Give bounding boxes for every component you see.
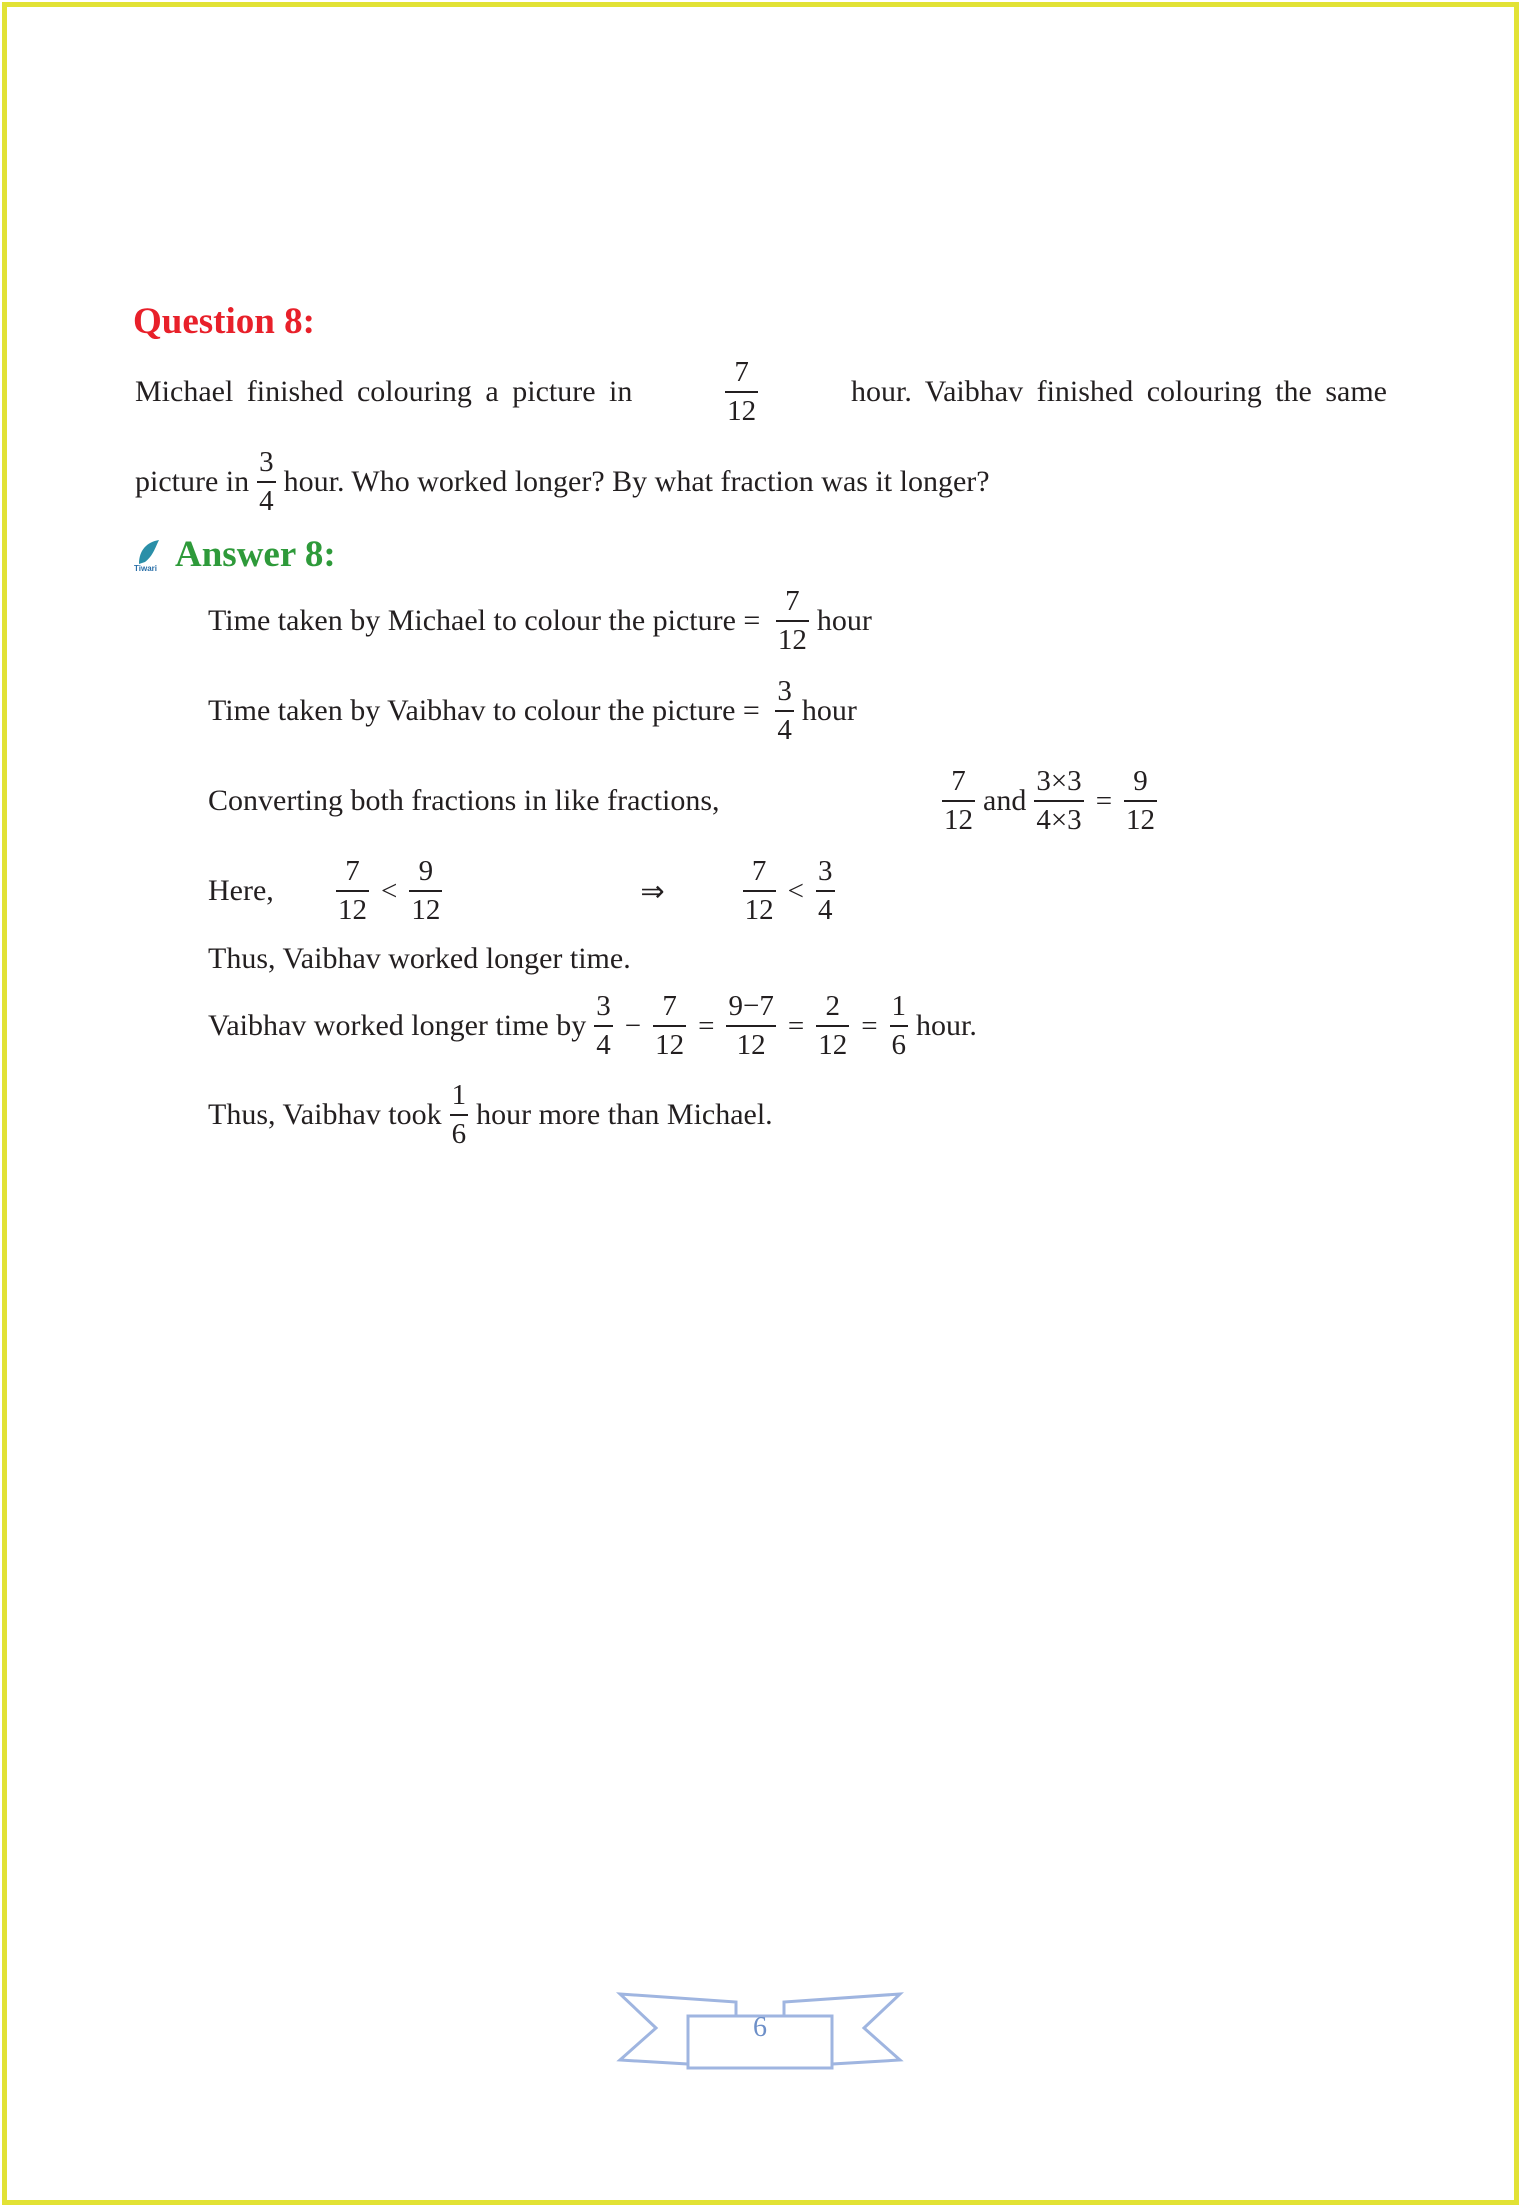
question-text: hour. Vaibhav finished colouring the same (850, 375, 1387, 409)
answer-text: Time taken by Michael to colour the picture = (208, 604, 768, 638)
answer-line-1 (208, 585, 872, 658)
answer-text: hour more than Michael. (476, 1098, 773, 1132)
equals-sign: = (787, 1009, 805, 1042)
and-text: and (983, 784, 1027, 818)
numerator: 7 (951, 765, 966, 797)
fraction (775, 675, 794, 748)
numerator: 3 (259, 446, 274, 478)
fraction (942, 765, 975, 838)
fraction (816, 990, 849, 1063)
equals-sign: = (1095, 784, 1113, 817)
denominator: 4 (596, 1029, 611, 1062)
numerator: 1 (451, 1079, 467, 1111)
numerator: 3 (777, 675, 792, 707)
denominator: 6 (451, 1118, 467, 1151)
fraction (743, 855, 776, 928)
numerator: 9 (418, 855, 434, 887)
numerator: 7 (751, 855, 767, 887)
fraction (653, 990, 686, 1063)
denominator: 12 (1126, 804, 1156, 837)
question-text: Michael finished colouring a picture in (135, 375, 633, 409)
answer-line-5 (208, 942, 631, 976)
numerator: 7 (662, 990, 677, 1022)
denominator: 4 (259, 485, 274, 518)
fraction (726, 990, 775, 1063)
numerator: 7 (345, 855, 360, 887)
answer-title: Answer 8: (175, 534, 336, 575)
svg-text:Tiwari: Tiwari (134, 563, 157, 572)
numerator: 9 (1133, 765, 1148, 797)
fraction (257, 446, 276, 519)
denominator: 12 (411, 894, 441, 927)
answer-line-7 (208, 1079, 773, 1152)
page-number: 6 (753, 2012, 767, 2043)
denominator: 12 (818, 1029, 848, 1062)
numerator: 2 (825, 990, 840, 1022)
fraction (725, 356, 758, 429)
implies-sign: ⇒ (640, 875, 665, 908)
fraction (1124, 765, 1157, 838)
denominator: 6 (891, 1029, 907, 1062)
question-line-1 (135, 356, 1387, 429)
minus-sign: − (624, 1009, 642, 1042)
fraction (1034, 765, 1083, 838)
numerator: 7 (785, 585, 800, 617)
numerator: 3×3 (1036, 765, 1082, 797)
fraction (450, 1079, 469, 1152)
denominator: 4 (818, 894, 833, 927)
answer-text: Thus, Vaibhav worked longer time. (208, 942, 631, 975)
answer-text: Thus, Vaibhav took (208, 1098, 442, 1132)
fraction (816, 855, 835, 928)
answer-text: Vaibhav worked longer time by (208, 1009, 587, 1043)
unit-text: hour (816, 604, 872, 638)
denominator: 12 (736, 1029, 766, 1062)
numerator: 3 (596, 990, 611, 1022)
answer-line-3 (208, 765, 1165, 838)
denominator: 4×3 (1036, 804, 1082, 837)
page-number-banner (616, 1988, 904, 2072)
numerator: 9−7 (728, 990, 774, 1022)
denominator: 12 (727, 395, 757, 428)
fraction (409, 855, 442, 928)
unit-text: hour. (916, 1009, 977, 1043)
denominator: 12 (944, 804, 973, 837)
answer-text: Here, (208, 874, 274, 908)
numerator: 3 (818, 855, 833, 887)
question-text: hour. Who worked longer? By what fraction was it longer? (283, 465, 990, 499)
fraction (336, 855, 369, 928)
denominator: 12 (744, 894, 774, 927)
less-than-sign: < (381, 874, 398, 907)
denominator: 12 (777, 624, 807, 657)
fraction (890, 990, 909, 1063)
answer-line-4 (208, 855, 843, 928)
equals-sign: = (698, 1009, 715, 1042)
question-line-2 (135, 446, 990, 519)
answer-line-2 (208, 675, 857, 748)
answer-text: Time taken by Vaibhav to colour the picture = (208, 694, 768, 728)
answer-text: Converting both fractions in like fractions, (208, 784, 720, 818)
equals-sign: = (861, 1009, 878, 1042)
fraction (776, 585, 809, 658)
denominator: 4 (777, 714, 792, 747)
unit-text: hour (801, 694, 857, 728)
fraction (594, 990, 613, 1063)
denominator: 12 (338, 894, 367, 927)
answer-line-6 (208, 990, 977, 1063)
question-text: picture in (135, 465, 250, 499)
less-than-sign: < (787, 874, 805, 907)
question-heading: Question 8: (133, 301, 315, 342)
numerator: 7 (734, 356, 749, 388)
numerator: 1 (891, 990, 907, 1022)
tiwari-logo-icon (133, 538, 167, 572)
denominator: 12 (655, 1029, 685, 1062)
answer-heading (133, 533, 336, 576)
